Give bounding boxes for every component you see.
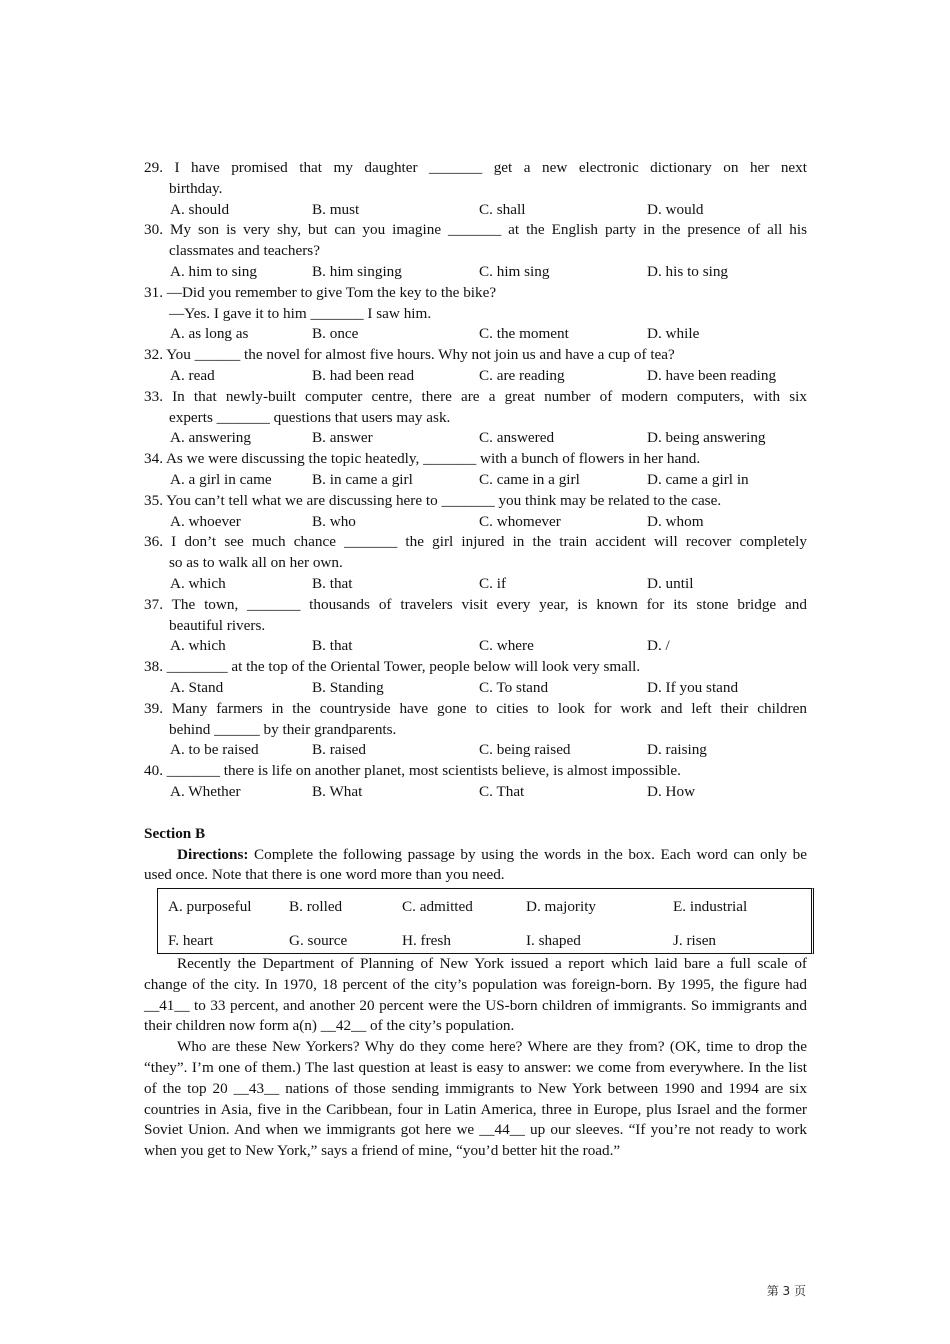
option-a: A. a girl in came	[170, 470, 272, 488]
option-b: B. who	[312, 512, 356, 530]
word-option: C. admitted	[402, 898, 473, 916]
question-35	[144, 491, 807, 533]
option-a: A. as long as	[170, 325, 249, 343]
passage-paragraph-2: Who are these New Yorkers? Why do they come here? Where are they from? (OK, time to drop the “they”. I’m one of them.) The last question at least is easy to answer: we come from everywhere. In the list of the top 20 __43__ nations of those sending immigrants to New York between 1990 and 1994 are six countries in Asia, five in the Caribbean, four in Latin America, three in Europe, plus Israel and the former Soviet Union. And when we immigrants got here we __44__ up our sleeves. “If you’re not ready to work when you get to New York,” says a friend of mine, “you’d better hit the road.”	[144, 1038, 807, 1160]
question-39	[144, 699, 807, 761]
option-b: B. that	[312, 637, 353, 655]
question-32	[144, 345, 807, 387]
question-36	[144, 532, 807, 594]
question-stem: 32. You ______ the novel for almost five hours. Why not join us and have a cup of tea?	[144, 346, 675, 364]
word-option: G. source	[289, 932, 348, 950]
question-40	[144, 761, 807, 803]
passage-paragraph-1: Recently the Department of Planning of New York issued a report which laid bare a full scale of change of the city. In 1970, 18 percent of the city’s population was foreign-born. By 1995, the figure had __41__ to 33 percent, and another 20 percent were the US-born children of immigrants. So immigrants and their children now form a(n) __42__ of the city’s population.	[144, 955, 807, 1035]
option-d: D. have been reading	[647, 366, 777, 384]
option-b: B. Standing	[312, 678, 384, 696]
question-stem: 33. In that newly-built computer centre, there are a great number of modern computers, with six	[144, 387, 807, 405]
word-option: D. majority	[526, 898, 597, 916]
option-b: B. in came a girl	[312, 470, 413, 488]
word-option: I. shaped	[526, 932, 581, 950]
option-c: C. came in a girl	[479, 470, 580, 488]
question-34	[144, 449, 807, 491]
option-b: B. that	[312, 574, 353, 592]
option-d: D. How	[647, 782, 696, 800]
option-c: C. That	[479, 782, 525, 800]
option-d: D. If you stand	[647, 678, 739, 696]
question-29	[144, 158, 807, 220]
question-stem-continued: classmates and teachers?	[169, 242, 320, 260]
question-37	[144, 595, 807, 657]
question-stem: 35. You can’t tell what we are discussing here to _______ you think may be related to the case.	[144, 491, 722, 509]
option-b: B. answer	[312, 429, 373, 447]
question-stem-continued: so as to walk all on her own.	[169, 554, 343, 572]
option-a: A. whoever	[170, 512, 241, 530]
option-d: D. would	[647, 200, 704, 218]
option-d: D. his to sing	[647, 262, 729, 280]
question-stem-continued: birthday.	[169, 179, 223, 197]
option-c: C. being raised	[479, 741, 571, 759]
options	[144, 262, 807, 283]
question-stem-continued: beautiful rivers.	[169, 616, 266, 634]
question-stem: 36. I don’t see much chance _______ the girl injured in the train accident will recover completely	[144, 533, 807, 551]
options	[144, 200, 807, 221]
option-a: A. to be raised	[170, 741, 259, 759]
word-box	[157, 888, 814, 954]
question-stem: 38. ________ at the top of the Oriental Tower, people below will look very small.	[144, 658, 641, 676]
question-stem-continued: experts _______ questions that users may ask.	[169, 408, 451, 426]
option-b: B. raised	[312, 741, 366, 759]
option-a: A. him to sing	[170, 262, 257, 280]
option-c: C. To stand	[479, 678, 549, 696]
section-b-title: Section B	[144, 824, 206, 842]
option-d: D. raising	[647, 741, 707, 759]
options	[144, 428, 807, 449]
option-d: D. while	[647, 325, 700, 343]
options	[144, 470, 807, 491]
document-page	[144, 158, 807, 1162]
question-stem: 34. As we were discussing the topic heatedly, _______ with a bunch of flowers in her hand.	[144, 450, 701, 468]
options	[144, 740, 807, 761]
word-option: F. heart	[168, 932, 214, 950]
options	[144, 782, 807, 803]
option-d: D. came a girl in	[647, 470, 749, 488]
options	[144, 366, 807, 387]
option-a: A. Stand	[170, 678, 224, 696]
option-c: C. where	[479, 637, 534, 655]
options	[144, 324, 807, 345]
option-a: A. answering	[170, 429, 251, 447]
option-a: A. which	[170, 637, 226, 655]
question-31	[144, 283, 807, 345]
question-30	[144, 220, 807, 282]
option-b: B. him singing	[312, 262, 402, 280]
options	[144, 574, 807, 595]
question-38	[144, 657, 807, 699]
option-b: B. What	[312, 782, 363, 800]
options	[144, 636, 807, 657]
option-c: C. shall	[479, 200, 526, 218]
option-a: A. Whether	[170, 782, 241, 800]
question-stem: 30. My son is very shy, but can you imagine _______ at the English party in the presence of all his	[144, 221, 807, 239]
word-option: E. industrial	[673, 898, 748, 916]
option-a: A. should	[170, 200, 230, 218]
option-b: B. must	[312, 200, 360, 218]
question-stem: 40. _______ there is life on another planet, most scientists believe, is almost impossible.	[144, 762, 681, 780]
question-stem: 29. I have promised that my daughter _______ get a new electronic dictionary on her next	[144, 159, 807, 176]
option-c: C. if	[479, 574, 507, 592]
page-number: 第 3 页	[766, 1284, 806, 1298]
option-c: C. are reading	[479, 366, 565, 384]
word-option: H. fresh	[402, 932, 451, 950]
directions-label: Directions:	[177, 845, 249, 863]
option-c: C. answered	[479, 429, 555, 447]
question-33	[144, 387, 807, 449]
directions-text: Complete the following passage by using the words in the box. Each word can only be used once. Note that there is one word more than you need.	[144, 845, 807, 884]
question-stem-continued: behind ______ by their grandparents.	[169, 720, 397, 738]
option-a: A. which	[170, 574, 226, 592]
option-d: D. being answering	[647, 429, 766, 447]
option-b: B. had been read	[312, 366, 415, 384]
question-stem-continued: —Yes. I gave it to him _______ I saw him.	[169, 304, 432, 322]
word-option: B. rolled	[289, 898, 343, 916]
question-stem: 39. Many farmers in the countryside have gone to cities to look for work and left their children	[144, 699, 807, 717]
word-option: J. risen	[673, 932, 717, 950]
option-d: D. whom	[647, 512, 704, 530]
option-c: C. the moment	[479, 325, 569, 343]
word-option: A. purposeful	[168, 898, 252, 916]
option-d: D. /	[647, 637, 670, 655]
option-d: D. until	[647, 574, 694, 592]
option-b: B. once	[312, 325, 359, 343]
option-c: C. him sing	[479, 262, 550, 280]
option-a: A. read	[170, 366, 215, 384]
options	[144, 678, 807, 699]
question-stem: 31. —Did you remember to give Tom the key to the bike?	[144, 283, 497, 301]
option-c: C. whomever	[479, 512, 561, 530]
question-stem: 37. The town, _______ thousands of travelers visit every year, is known for its stone bridge and	[144, 595, 807, 613]
options	[144, 512, 807, 533]
section-b-directions	[144, 845, 807, 887]
